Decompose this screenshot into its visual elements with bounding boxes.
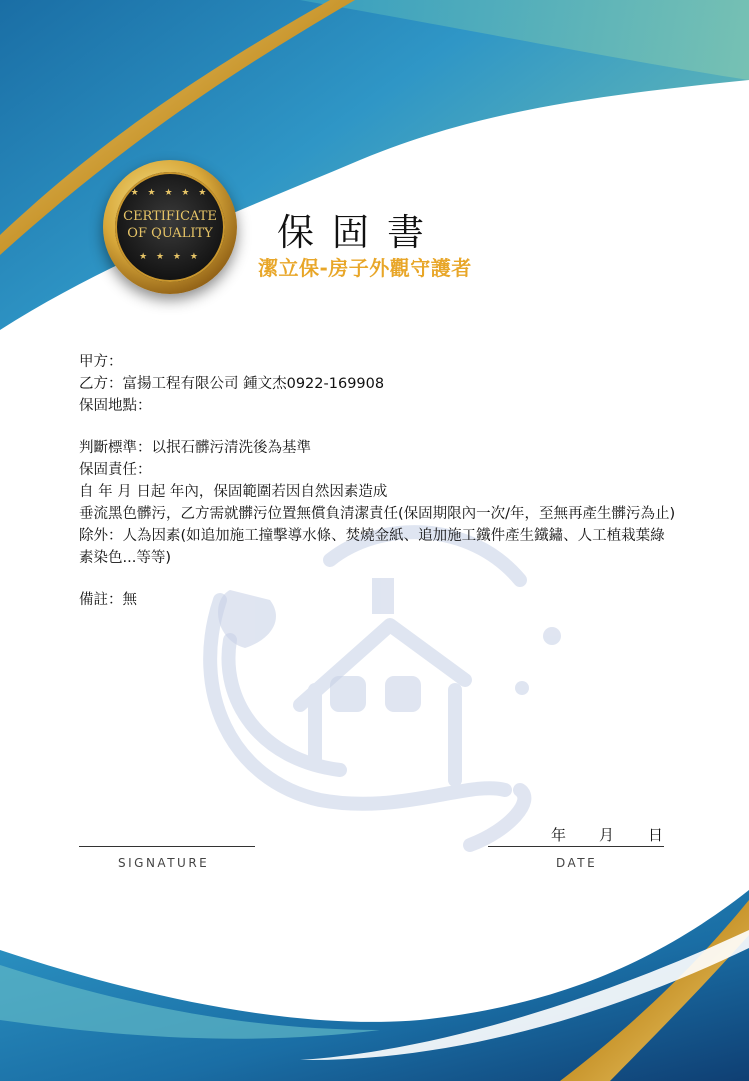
date-month: 月 xyxy=(599,826,615,844)
document-title: 保固書 xyxy=(277,211,442,254)
warranty-body xyxy=(79,351,679,611)
party-b-field: 乙方：富揚工程有限公司 鍾文杰0922-169908 xyxy=(79,376,385,392)
seal-line-1: CERTIFICATE xyxy=(123,209,217,224)
company-slogan: 潔立保-房子外觀守護者 xyxy=(258,256,472,280)
responsibility-label: 保固責任： xyxy=(79,462,152,478)
seal-line-2: OF QUALITY xyxy=(127,226,213,241)
seal-stars-top: ★ ★ ★ ★ ★ xyxy=(130,188,210,198)
date-day: 日 xyxy=(648,826,664,844)
signature-line xyxy=(79,846,255,847)
signature-label: SIGNATURE xyxy=(118,856,210,870)
location-field: 保固地點： xyxy=(79,398,152,414)
remarks-field: 備註：無 xyxy=(79,592,137,608)
date-label: DATE xyxy=(556,856,598,870)
responsibility-line-2: 垂流黑色髒污，乙方需就髒污位置無償負清潔責任(保固期限內一次/年，至無再產生髒污為止) xyxy=(79,506,676,522)
responsibility-line-1: 自 年 月 日起 年內，保固範圍若因自然因素造成 xyxy=(79,484,388,500)
date-year: 年 xyxy=(551,826,567,844)
exclusion-field: 除外：人為因素(如追加施工撞擊導水條、焚燒金紙、追加施工鐵件產生鐵鏽、人工植栽葉綠素染色...等等) xyxy=(79,528,665,566)
seal-stars-bottom: ★ ★ ★ ★ xyxy=(139,252,201,262)
quality-seal xyxy=(103,160,237,294)
party-a-field: 甲方： xyxy=(79,354,123,370)
date-line xyxy=(488,846,664,847)
standard-field: 判斷標準：以抿石髒污清洗後為基準 xyxy=(79,440,311,456)
